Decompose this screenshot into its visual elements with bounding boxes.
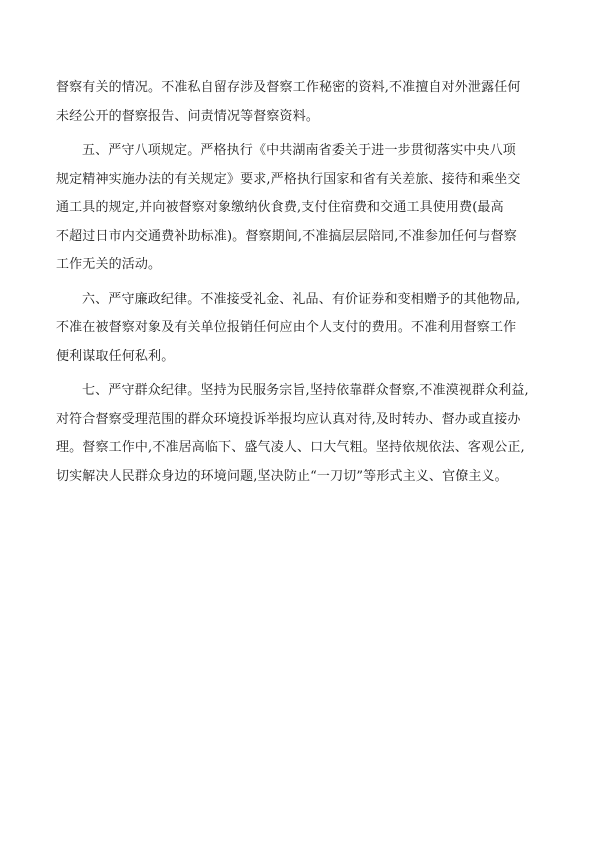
- document-body: [56, 74, 546, 491]
- text-line: 督察有关的情况。不准私自留存涉及督察工作秘密的资料,不准擅自对外泄露任何: [56, 80, 521, 95]
- paragraph-mass-discipline: [56, 377, 546, 491]
- text-line: 五、严守八项规定。严格执行《中共湖南省委关于进一步贯彻落实中央八项: [82, 143, 516, 158]
- text-line: 通工具的规定,并向被督察对象缴纳伙食费,支付住宿费和交通工具使用费(最高: [56, 200, 504, 215]
- text-line: 规定精神实施办法的有关规定》要求,严格执行国家和省有关差旅、接待和乘坐交: [56, 171, 521, 187]
- text-line: 七、严守群众纪律。坚持为民服务宗旨,坚持依靠群众督察,不准漠视群众利益,: [82, 383, 529, 398]
- paragraph-integrity: [56, 286, 546, 372]
- text-line: 不准在被督察对象及有关单位报销任何应由个人支付的费用。不准利用督察工作: [56, 320, 517, 335]
- paragraph-continued: [56, 74, 546, 131]
- text-line: 理。督察工作中,不准居高临下、盛气凌人、口大气粗。坚持依规依法、客观公正,: [56, 440, 525, 455]
- text-line: 对符合督察受理范围的群众环境投诉举报均应认真对待,及时转办、督办或直接办: [56, 411, 521, 427]
- text-line: 六、严守廉政纪律。不准接受礼金、礼品、有价证券和变相赠予的其他物品,: [82, 291, 521, 307]
- text-line: 未经公开的督察报告、问责情况等督察资料。: [56, 108, 320, 124]
- text-line: 不超过日市内交通费补助标准)。督察期间,不准搞层层陪同,不准参加任何与督察: [56, 228, 517, 244]
- text-line: 工作无关的活动。: [56, 257, 162, 272]
- paragraph-eight-rules: [56, 137, 546, 280]
- text-line: 便利谋取任何私利。: [56, 348, 175, 364]
- text-line: 切实解决人民群众身边的环境问题,坚决防止“一刀切”等形式主义、官僚主义。: [56, 468, 508, 484]
